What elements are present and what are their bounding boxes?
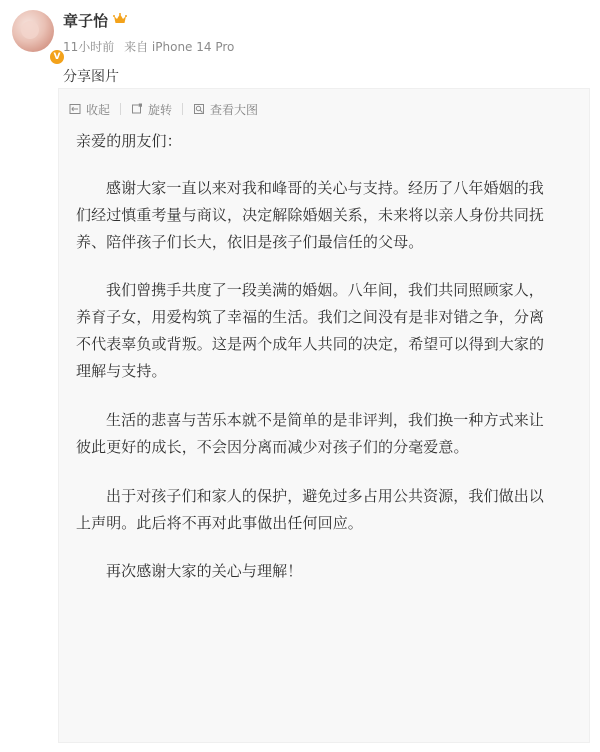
letter-paragraph-1: 感谢大家一直以来对我和峰哥的关心与支持。经历了八年婚姻的我们经过慎重考量与商议，决定解除婚姻关系，未来将以亲人身份共同抚养、陪伴孩子们长大，依旧是孩子们最信任的父母。 (76, 179, 545, 251)
view-large-button[interactable] (193, 101, 258, 118)
rotate-button[interactable] (131, 101, 172, 118)
rotate-label: 旋转 (148, 102, 173, 117)
post-meta (63, 38, 234, 55)
crown-icon (113, 12, 127, 25)
post-time[interactable]: 11小时前 (63, 40, 115, 54)
letter-paragraph-3: 生活的悲喜与苦乐本就不是简单的是非评判，我们换一种方式来让彼此更好的成长，不会因分离而减少对孩子们的分毫爱意。 (76, 411, 544, 456)
v-badge-icon: V (48, 48, 66, 66)
user-name[interactable]: 章子怡 (63, 12, 109, 30)
avatar[interactable] (12, 10, 61, 62)
rotate-icon (131, 103, 143, 115)
view-large-icon (193, 103, 205, 115)
toolbar-divider (120, 103, 121, 115)
letter-closing: 再次感谢大家的关心与理解！ (106, 562, 303, 580)
post-header (0, 0, 600, 90)
collect-label: 收起 (86, 102, 111, 117)
letter-paragraph-2: 我们曾携手共度了一段美满的婚姻。八年间，我们共同照顾家人，养育子女，用爱构筑了幸福的生活。我们之间没有是非对错之争，分离不代表辜负或背叛。这是两个成年人共同的决定，希望可以得到大家的理解与支持。 (76, 281, 545, 380)
view-large-label: 查看大图 (210, 102, 259, 117)
letter-greeting: 亲爱的朋友们： (76, 132, 182, 150)
post-text: 分享图片 (63, 69, 119, 85)
image-toolbar (69, 101, 268, 117)
collect-icon (69, 103, 81, 115)
collect-button[interactable] (69, 101, 110, 118)
post-source: 来自 iPhone 14 Pro (124, 40, 235, 54)
toolbar-divider (182, 103, 183, 115)
statement-image-content (76, 128, 556, 585)
letter-paragraph-4: 出于对孩子们和家人的保护，避免过多占用公共资源，我们做出以上声明。此后将不再对此事做出任何回应。 (76, 487, 544, 532)
